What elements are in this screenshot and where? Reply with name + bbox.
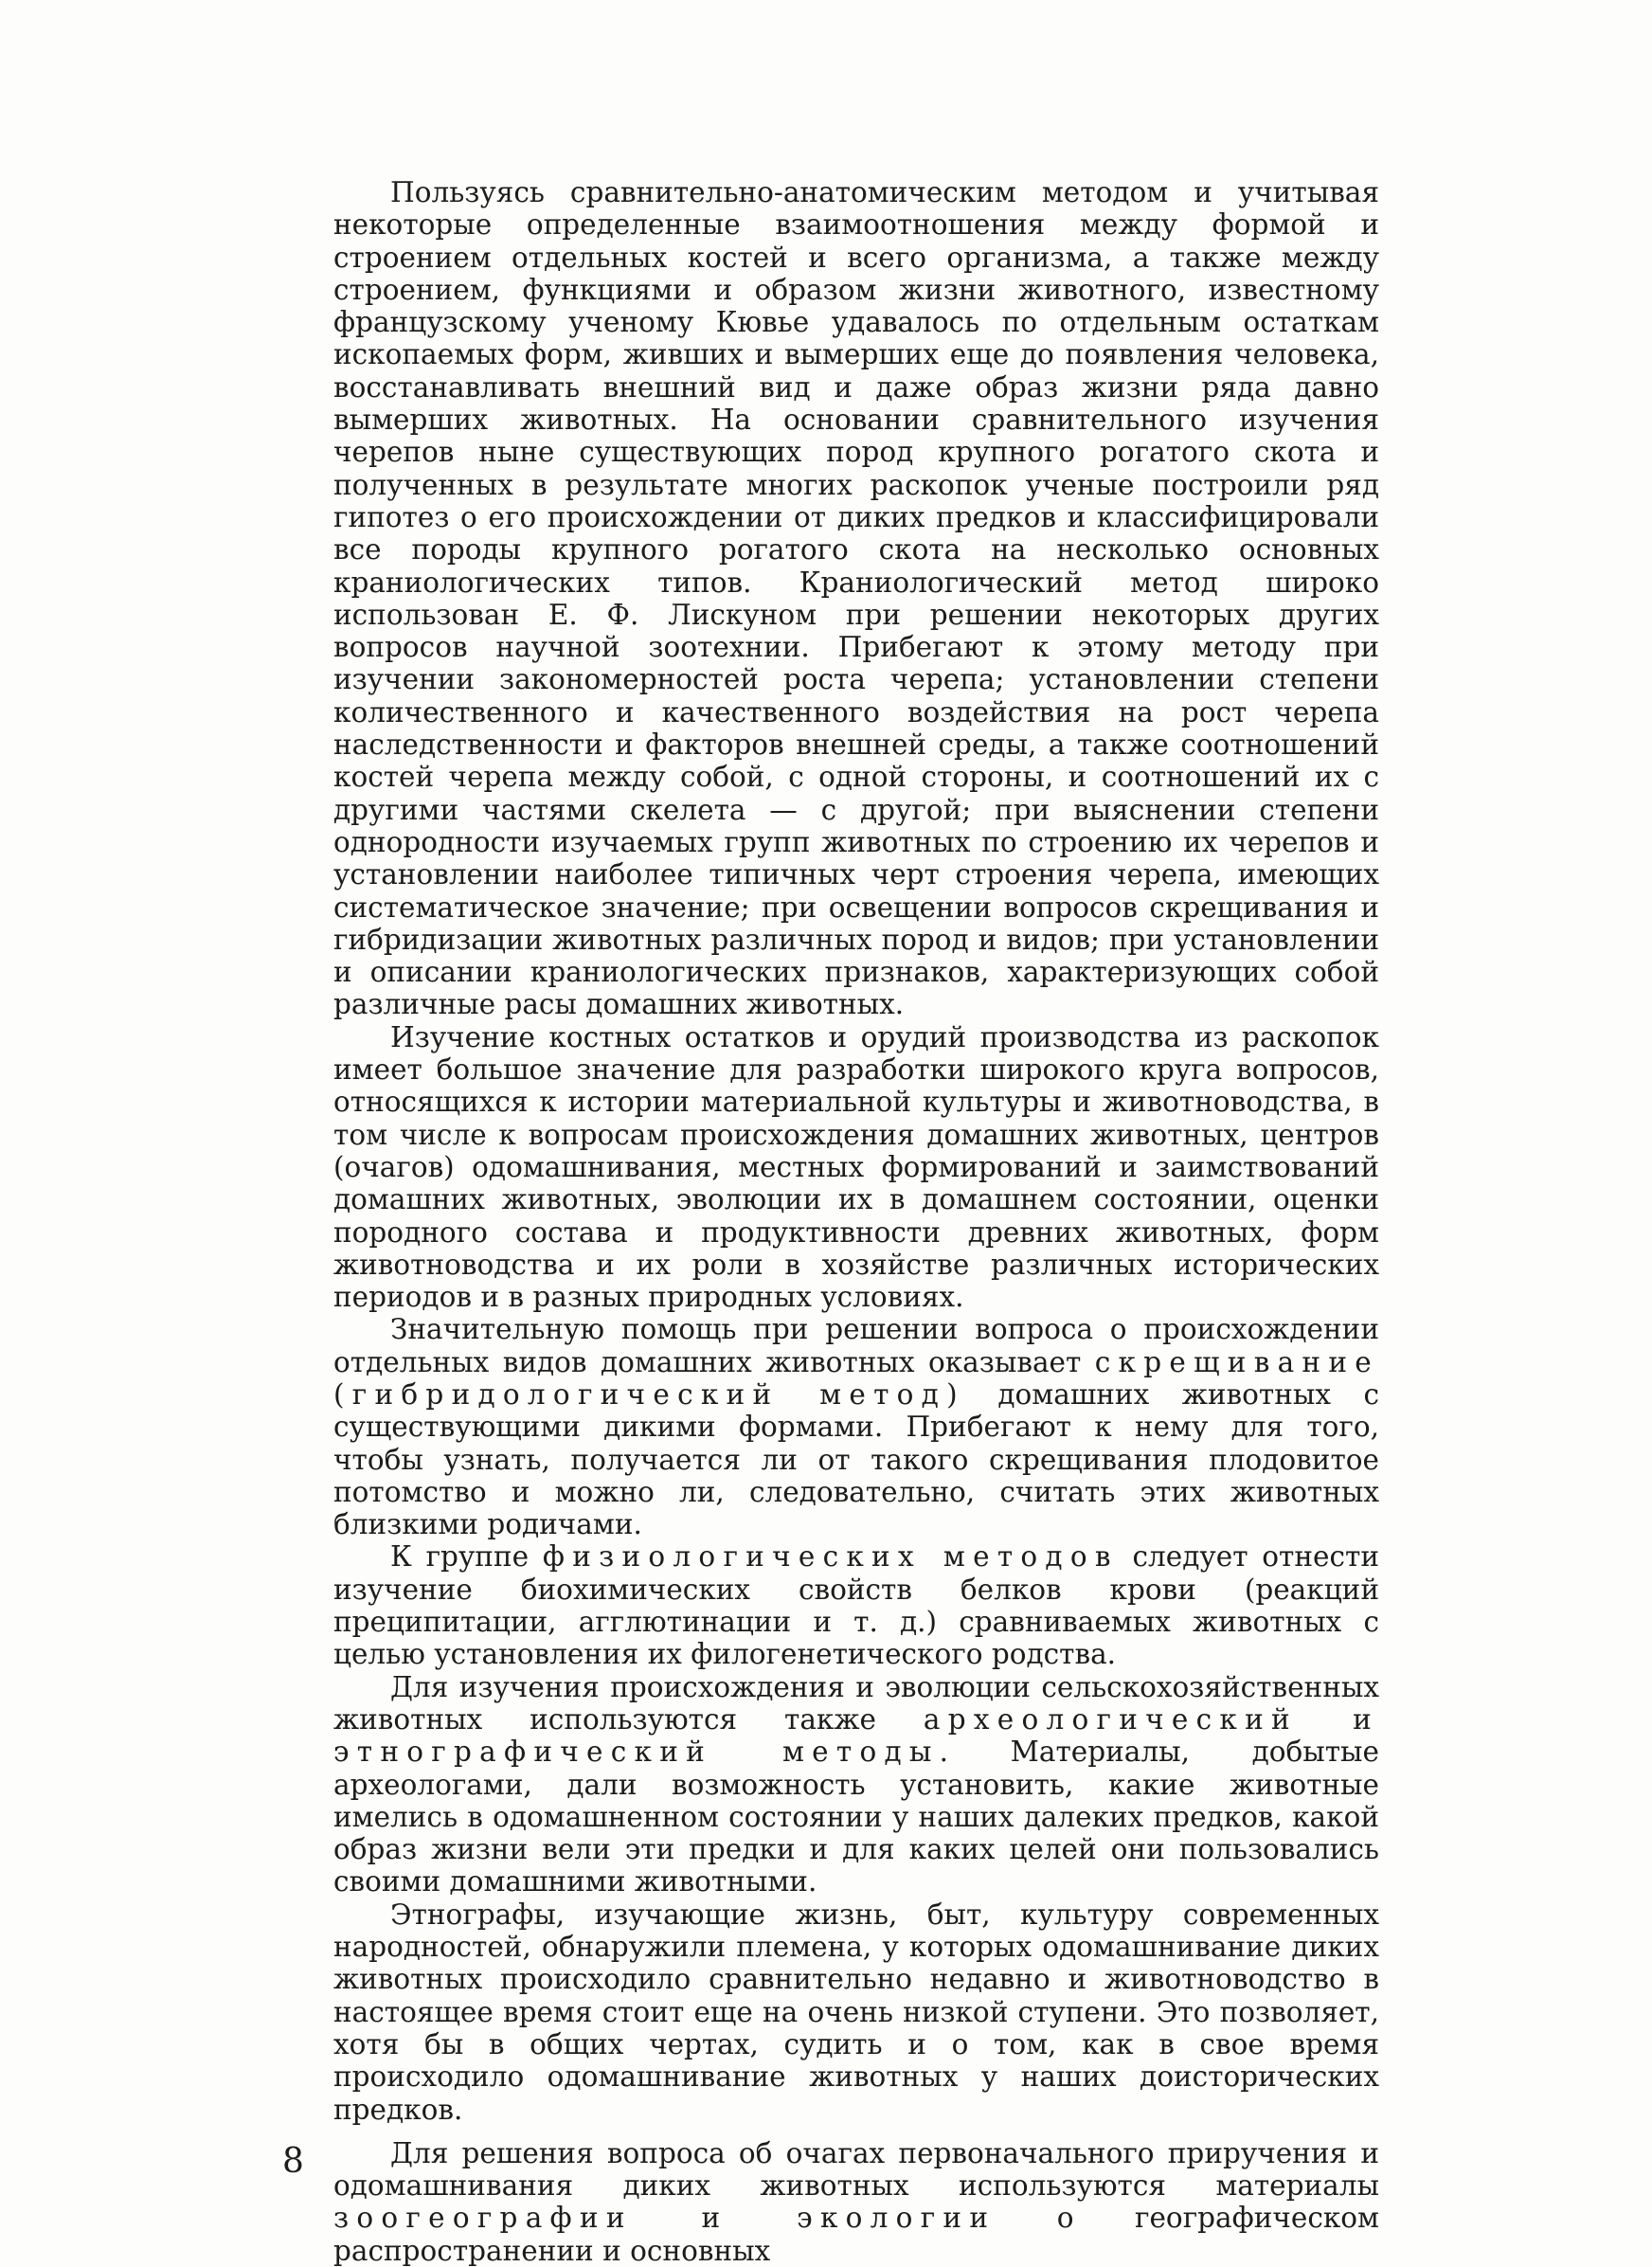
paragraph-text: Значительную помощь при решении вопроса о происхождении отдельных видов домашних животных оказывает (333, 1313, 1379, 1378)
spaced-term: зоогеографии и экологии (333, 2202, 997, 2235)
paragraph (333, 1540, 1379, 1670)
paragraph (333, 1898, 1379, 2126)
paragraph-text: Этнографы, изучающие жизнь, быт, культуру современных народностей, обнаружили племена, у которых одомашнивание диких животных происходило сравнительно недавно и животноводство в настоящее время стоит еще на очень низкой ступени. Это позволяет, хотя бы в общих чертах, судить и о том, как в свое время происходило одомашнивание животных у наших доисторических предков. (333, 1898, 1379, 2126)
paragraph-text: домашних животных с существующими дикими формами. Прибегают к нему для того, чтобы узнать, получается ли от такого скрещивания плодовитое потомство и можно ли, следовательно, считать этих животных близкими родичами. (333, 1377, 1379, 1541)
paragraph-text: К группе (390, 1540, 543, 1574)
paragraph-text: . Материалы, добытые археологами, дали возможность установить, какие животные имелись в одомашненном состоянии у наших далеких предков, какой образ жизни вели эти предки и для каких целей они пользовались своими домашними животными. (333, 1736, 1379, 1898)
paragraph-text: Пользуясь сравнительно-анатомическим методом и учитывая некоторые определенные взаимоотношения между формой и строением отдельных костей и всего организма, а также между строением, функциями и образом жизни животного, известному французскому ученому Кювье удавалось по отдельным остаткам ископаемых форм, живших и вымерших еще до появления человека, восстанавливать внешний вид и даже образ жизни ряда давно вымерших животных. На основании сравнительного изучения черепов ныне существующих пород крупного рогатого скота и полученных в результате многих раскопок ученые построили ряд гипотез о его происхождении от диких предков и классифицировали все породы крупного рогатого скота на несколько основных краниологических типов. Краниологический метод широко использован Е. Ф. Лискуном при решении некоторых других вопросов научной зоотехнии. Прибегают к этому методу при изучении закономерностей роста черепа; установлении степени количественного и качественного воздействия на рост черепа наследственности и факторов внешней среды, а также соотношений костей черепа между собой, с одной стороны, и соотношений их с другими частями скелета — с другой; при выяснении степени однородности изучаемых групп животных по строению их черепов и установлении наиболее типичных черт строения черепа, имеющих систематическое значение; при освещении вопросов скрещивания и гибридизации животных различных пород и видов; при установлении и описании краниологических признаков, характеризующих собой различные расы домашних животных. (333, 176, 1379, 1021)
paragraph (333, 1021, 1379, 1314)
paragraph-text: Для решения вопроса об очагах первоначального приручения и одомашнивания диких животных используются материалы (333, 2136, 1379, 2203)
paragraph (333, 1671, 1379, 1898)
paragraph (333, 1313, 1379, 1540)
paragraph-text: следует отнести изучение биохимических свойств белков крови (реакций преципитации, агглютинации и т. д.) сравниваемых животных с целью установления их филогенетического родства. (333, 1540, 1379, 1671)
paragraph-text: о географическом распространении и основных (333, 2202, 1379, 2267)
paragraph (333, 2137, 1379, 2267)
page-number: 8 (282, 2142, 304, 2181)
spaced-term: физиологических методов (542, 1540, 1119, 1574)
body-text (333, 176, 1379, 2267)
paragraph-text: Для изучения происхождения и эволюции сельскохозяйственных животных используются также (333, 1670, 1379, 1736)
spaced-term: археологический и этнографический методы (333, 1702, 1379, 1769)
spaced-term: скрещивание (гибридологический метод) (333, 1345, 1379, 1411)
paragraph (333, 176, 1379, 1021)
paragraph-text: Изучение костных остатков и орудий производства из раскопок имеет большое значение для разработки широкого круга вопросов, относящихся к истории материальной культуры и животноводства, в том числе к вопросам происхождения домашних животных, центров (очагов) одомашнивания, местных формирований и заимствований домашних животных, эволюции их в домашнем состоянии, оценки породного состава и продуктивности древних животных, форм животноводства и их роли в хозяйстве различных исторических периодов и в разных природных условиях. (333, 1020, 1379, 1314)
